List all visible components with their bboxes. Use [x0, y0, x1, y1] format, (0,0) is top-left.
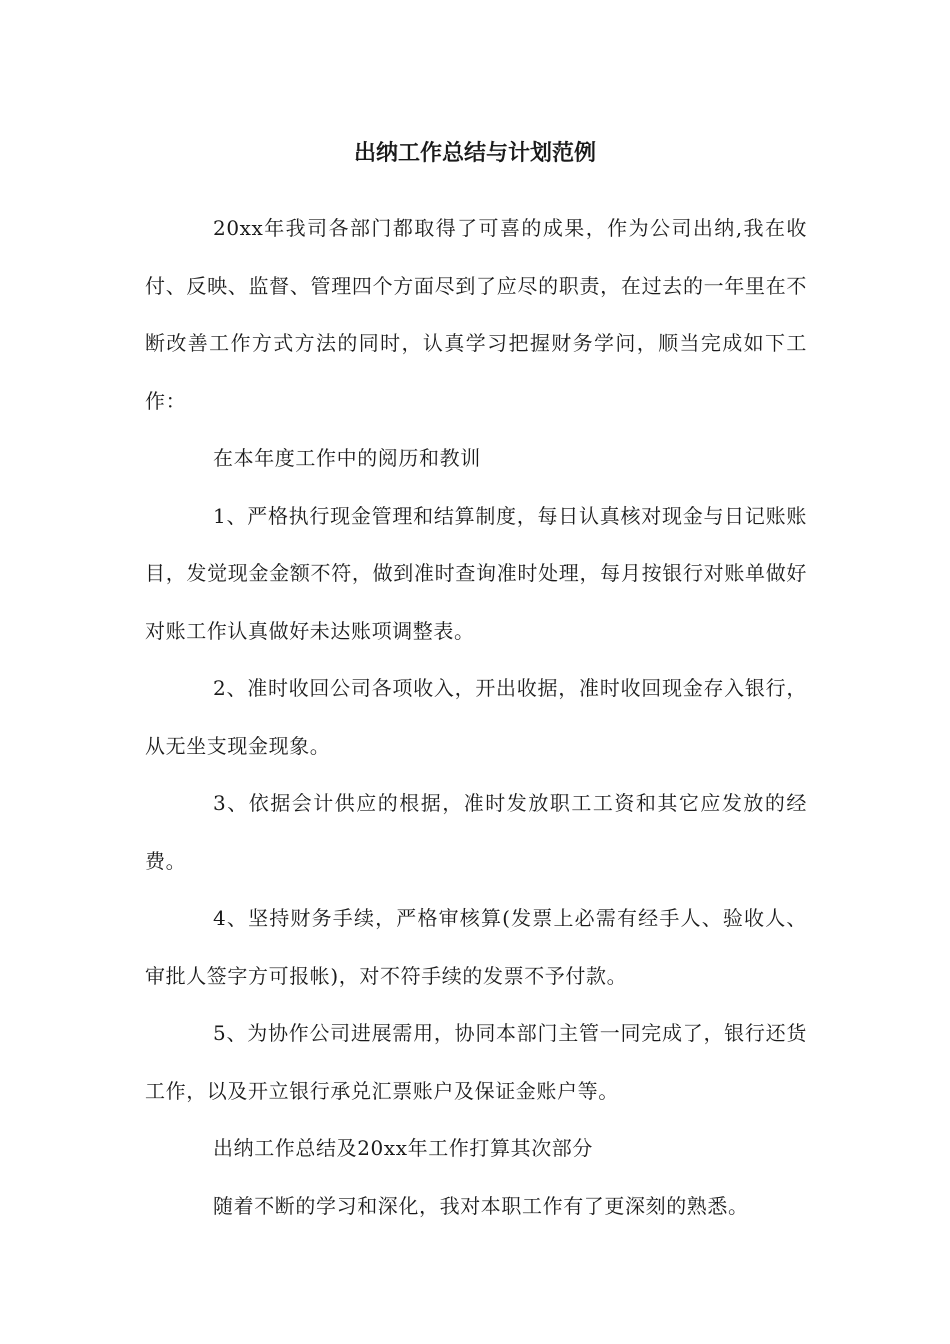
document-title: 出纳工作总结与计划范例: [353, 140, 596, 166]
list-item-3: 3、依据会计供应的根据，准时发放职工工资和其它应发放的经费。: [145, 791, 807, 873]
section-heading-part-two: 出纳工作总结及20xx年工作打算其次部分: [213, 1136, 594, 1160]
list-item-4: 4、坚持财务手续，严格审核算(发票上必需有经手人、验收人、审批人签字方可报帐)，对不符手续的发票不予付款。: [145, 906, 807, 988]
list-item-2: 2、准时收回公司各项收入，开出收据，准时收回现金存入银行，从无坐支现金现象。: [145, 676, 807, 758]
list-item-5: 5、为协作公司进展需用，协同本部门主管一同完成了，银行还货工作，以及开立银行承兑汇票账户及保证金账户等。: [145, 1021, 807, 1103]
paragraph-closing: 随着不断的学习和深化，我对本职工作有了更深刻的熟悉。: [213, 1193, 749, 1218]
section-heading-experience: 在本年度工作中的阅历和教训: [213, 446, 481, 470]
list-item-1: 1、严格执行现金管理和结算制度，每日认真核对现金与日记账账目，发觉现金金额不符，做到准时查询准时处理，每月按银行对账单做好对账工作认真做好未达账项调整表。: [145, 503, 807, 643]
paragraph-intro: 20xx年我司各部门都取得了可喜的成果，作为公司出纳,我在收付、反映、监督、管理四个方面尽到了应尽的职责，在过去的一年里在不断改善工作方式方法的同时，认真学习把握财务学问，顺当完成如下工作：: [145, 216, 807, 413]
document-body: [145, 200, 807, 1235]
